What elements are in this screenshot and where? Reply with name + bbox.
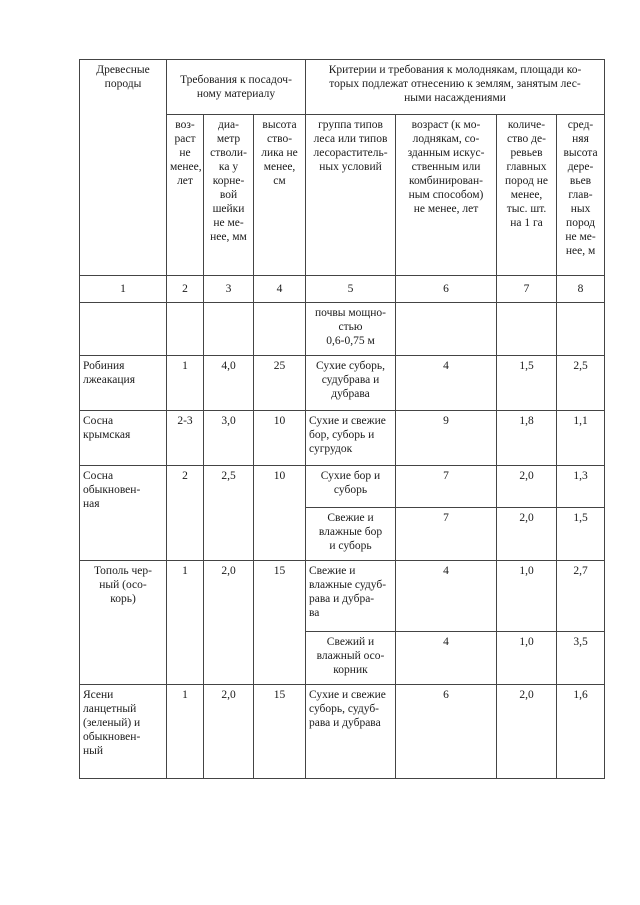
header-avg-height: сред- няя высота дере- вьев глав- ных пород не ме- нее, м — [557, 115, 605, 276]
table-row — [80, 411, 605, 466]
tree-count-cell: 1,0 — [497, 632, 557, 685]
col-number: 5 — [306, 276, 396, 303]
tree-count-cell: 1,5 — [497, 356, 557, 411]
forest-type-cell: Сухие и свежие бор, суборь и сугрудок — [306, 411, 396, 466]
table-row — [80, 303, 605, 356]
species-cell: Тополь чер- ный (осо- корь) — [80, 561, 167, 685]
avg-height-cell: 2,5 — [557, 356, 605, 411]
tree-count-cell: 1,8 — [497, 411, 557, 466]
height-cell: 25 — [254, 356, 306, 411]
column-numbers-row — [80, 276, 605, 303]
requirements-table — [79, 59, 605, 779]
tree-count-cell: 1,0 — [497, 561, 557, 632]
forest-type-cell: почвы мощно- стью 0,6-0,75 м — [306, 303, 396, 356]
height-cell: 10 — [254, 466, 306, 561]
young-age-cell: 7 — [396, 508, 497, 561]
header-young-age: возраст (к мо- лоднякам, со- зданным искус- ственным или комбинирован- ным способом) не менее, лет — [396, 115, 497, 276]
forest-type-cell: Сухие суборь, судубрава и дубрава — [306, 356, 396, 411]
col-number: 6 — [396, 276, 497, 303]
diameter-cell: 2,0 — [204, 685, 254, 779]
young-age-cell: 4 — [396, 356, 497, 411]
height-cell: 15 — [254, 685, 306, 779]
avg-height-cell: 1,3 — [557, 466, 605, 508]
young-age-cell: 7 — [396, 466, 497, 508]
tree-count-cell: 2,0 — [497, 685, 557, 779]
empty-cell — [80, 303, 167, 356]
header-forest-types: группа типов леса или типов лесораститель- ных условий — [306, 115, 396, 276]
species-cell: Сосна крымская — [80, 411, 167, 466]
empty-cell — [204, 303, 254, 356]
age-cell: 2-3 — [167, 411, 204, 466]
forest-type-cell: Сухие и свежие суборь, судуб- рава и дубрава — [306, 685, 396, 779]
header-tree-count: количе- ство де- ревьев главных пород не менее, тыс. шт. на 1 га — [497, 115, 557, 276]
young-age-cell: 9 — [396, 411, 497, 466]
avg-height-cell: 1,5 — [557, 508, 605, 561]
species-cell: Робиния лжеакация — [80, 356, 167, 411]
empty-cell — [396, 303, 497, 356]
table-row — [80, 356, 605, 411]
avg-height-cell: 2,7 — [557, 561, 605, 632]
avg-height-cell: 1,1 — [557, 411, 605, 466]
empty-cell — [557, 303, 605, 356]
header-row-1 — [80, 60, 605, 115]
col-number: 8 — [557, 276, 605, 303]
diameter-cell: 2,5 — [204, 466, 254, 561]
table-row — [80, 466, 605, 508]
header-species: Древесные породы — [80, 60, 167, 276]
diameter-cell: 4,0 — [204, 356, 254, 411]
species-cell: Сосна обыкновен- ная — [80, 466, 167, 561]
avg-height-cell: 3,5 — [557, 632, 605, 685]
empty-cell — [254, 303, 306, 356]
col-number: 7 — [497, 276, 557, 303]
header-planting-material: Требования к посадоч- ному материалу — [167, 60, 306, 115]
header-age-min: воз- раст не менее, лет — [167, 115, 204, 276]
height-cell: 10 — [254, 411, 306, 466]
forest-type-cell: Сухие бор и суборь — [306, 466, 396, 508]
empty-cell — [167, 303, 204, 356]
young-age-cell: 4 — [396, 561, 497, 632]
young-age-cell: 4 — [396, 632, 497, 685]
tree-count-cell: 2,0 — [497, 466, 557, 508]
header-young-criteria: Критерии и требования к молоднякам, площади ко- торых подлежат отнесению к землям, занятым лес- ными насаждениями — [306, 60, 605, 115]
header-height: высота ство- лика не менее, см — [254, 115, 306, 276]
col-number: 4 — [254, 276, 306, 303]
species-cell: Ясени ланцетный (зеленый) и обыкновен- ный — [80, 685, 167, 779]
age-cell: 1 — [167, 685, 204, 779]
avg-height-cell: 1,6 — [557, 685, 605, 779]
table-row — [80, 685, 605, 779]
forest-type-cell: Свежие и влажные бор и суборь — [306, 508, 396, 561]
col-number: 2 — [167, 276, 204, 303]
empty-cell — [497, 303, 557, 356]
forest-type-cell: Свежий и влажный осо- корник — [306, 632, 396, 685]
table-row — [80, 561, 605, 632]
age-cell: 2 — [167, 466, 204, 561]
age-cell: 1 — [167, 561, 204, 685]
col-number: 3 — [204, 276, 254, 303]
diameter-cell: 2,0 — [204, 561, 254, 685]
forest-type-cell: Свежие и влажные судуб- рава и дубра- ва — [306, 561, 396, 632]
tree-count-cell: 2,0 — [497, 508, 557, 561]
young-age-cell: 6 — [396, 685, 497, 779]
age-cell: 1 — [167, 356, 204, 411]
diameter-cell: 3,0 — [204, 411, 254, 466]
height-cell: 15 — [254, 561, 306, 685]
header-diameter: диа- метр стволи- ка у корне- вой шейки не ме- нее, мм — [204, 115, 254, 276]
col-number: 1 — [80, 276, 167, 303]
